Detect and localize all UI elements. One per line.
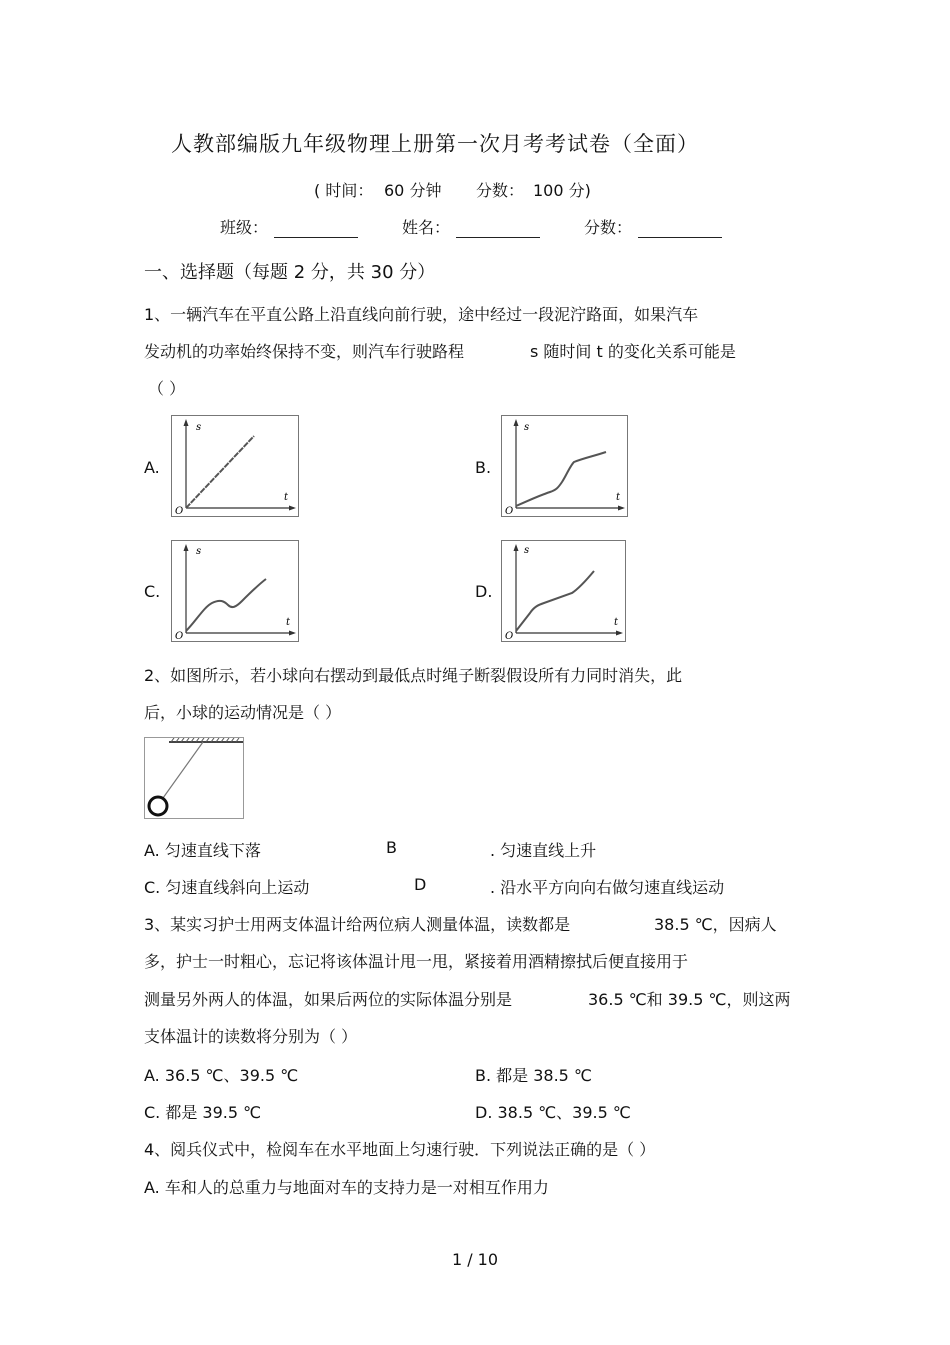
total-score-value: 100 分) <box>533 181 591 200</box>
name-blank[interactable] <box>456 223 540 238</box>
q3-line1b: 38.5 ℃，因病人 <box>654 915 777 934</box>
q1-line2b: s 随时间 t 的变化关系可能是 <box>530 342 736 361</box>
q2-option-b-text[interactable]: . 匀速直线上升 <box>490 841 597 860</box>
curve-b <box>516 452 606 506</box>
q4-line1: 4、阅兵仪式中，检阅车在水平地面上匀速行驶．下列说法正确的是（ ） <box>144 1140 656 1159</box>
q1-graph-c[interactable] <box>171 540 299 642</box>
q1-answer-paren: （ ） <box>148 379 186 398</box>
q1-line1: 1、一辆汽车在平直公路上沿直线向前行驶，途中经过一段泥泞路面，如果汽车 <box>144 305 699 324</box>
origin-label: O <box>175 506 184 516</box>
x-axis-arrow-icon <box>289 506 296 511</box>
y-axis-label: s <box>196 546 202 557</box>
q2-option-a[interactable]: A. 匀速直线下落 <box>144 841 261 860</box>
q4-option-a[interactable]: A. 车和人的总重力与地面对车的支持力是一对相互作用力 <box>144 1178 549 1197</box>
x-axis-arrow-icon <box>618 506 625 511</box>
y-axis-label: s <box>196 422 202 433</box>
curve-a <box>186 436 254 508</box>
q1-option-c-label[interactable]: C. <box>144 582 161 601</box>
name-label: 姓名： <box>402 218 451 237</box>
origin-label: O <box>505 631 514 641</box>
y-axis-arrow-icon <box>514 544 519 551</box>
q1-line2a: 发动机的功率始终保持不变，则汽车行驶路程 <box>144 342 465 361</box>
class-field[interactable] <box>220 215 358 238</box>
q3-line3b: 36.5 ℃和 39.5 ℃，则这两 <box>588 990 791 1009</box>
q1-graph-a[interactable] <box>171 415 299 517</box>
x-axis-label: t <box>616 492 621 503</box>
y-axis-arrow-icon <box>184 544 189 551</box>
q3-line4: 支体温计的读数将分别为（ ） <box>144 1027 358 1046</box>
x-axis-arrow-icon <box>289 631 296 636</box>
curve-d <box>516 571 594 631</box>
q3-line2: 多，护士一时粗心，忘记将该体温计甩一甩，紧接着用酒精擦拭后便直接用于 <box>144 952 689 971</box>
q1-option-a-label[interactable]: A. <box>144 458 160 477</box>
y-axis-arrow-icon <box>514 419 519 426</box>
ball-icon <box>149 797 167 815</box>
q3-line1a: 3、某实习护士用两支体温计给两位病人测量体温，读数都是 <box>144 915 571 934</box>
page-number: 1 / 10 <box>451 1250 499 1269</box>
y-axis-label: s <box>524 545 530 556</box>
time-label: ( 时间： <box>314 181 374 200</box>
q3-option-c[interactable]: C. 都是 39.5 ℃ <box>144 1103 262 1122</box>
q2-option-d-text[interactable]: . 沿水平方向向右做匀速直线运动 <box>490 878 725 897</box>
string <box>163 742 203 798</box>
section-heading: 一、选择题（每题 2 分，共 30 分） <box>144 262 436 283</box>
score-blank[interactable] <box>638 223 722 238</box>
pendulum-figure <box>144 737 244 819</box>
q3-option-b[interactable]: B. 都是 38.5 ℃ <box>475 1066 592 1085</box>
q2-line1: 2、如图所示，若小球向右摆动到最低点时绳子断裂假设所有力同时消失，此 <box>144 666 683 685</box>
q2-option-c[interactable]: C. 匀速直线斜向上运动 <box>144 878 310 897</box>
q2-option-b-letter[interactable]: B <box>386 838 397 857</box>
q2-line2: 后，小球的运动情况是（ ） <box>144 703 342 722</box>
curve-c <box>186 579 266 631</box>
q1-option-d-label[interactable]: D. <box>475 582 493 601</box>
origin-label: O <box>505 506 514 516</box>
y-axis-arrow-icon <box>184 419 189 426</box>
x-axis-label: t <box>284 492 289 503</box>
y-axis-label: s <box>524 422 530 433</box>
total-score-label: 分数： <box>476 181 525 200</box>
q1-option-b-label[interactable]: B. <box>475 458 492 477</box>
q3-option-d[interactable]: D. 38.5 ℃、39.5 ℃ <box>475 1103 631 1122</box>
score-label: 分数： <box>584 218 633 237</box>
x-axis-label: t <box>286 617 291 628</box>
class-label: 班级： <box>220 218 269 237</box>
x-axis-label: t <box>614 617 619 628</box>
page-title: 人教部编版九年级物理上册第一次月考考试卷（全面） <box>171 132 699 156</box>
score-field[interactable] <box>584 215 722 238</box>
name-field[interactable] <box>402 215 540 238</box>
q2-option-d-letter[interactable]: D <box>414 875 427 894</box>
x-axis-arrow-icon <box>616 631 623 636</box>
q1-graph-b[interactable] <box>501 415 628 517</box>
q1-graph-d[interactable] <box>501 540 626 642</box>
q3-option-a[interactable]: A. 36.5 ℃、39.5 ℃ <box>144 1066 299 1085</box>
q3-line3a: 测量另外两人的体温，如果后两位的实际体温分别是 <box>144 990 513 1009</box>
class-blank[interactable] <box>274 223 358 238</box>
origin-label: O <box>175 631 184 641</box>
time-value: 60 分钟 <box>384 181 442 200</box>
